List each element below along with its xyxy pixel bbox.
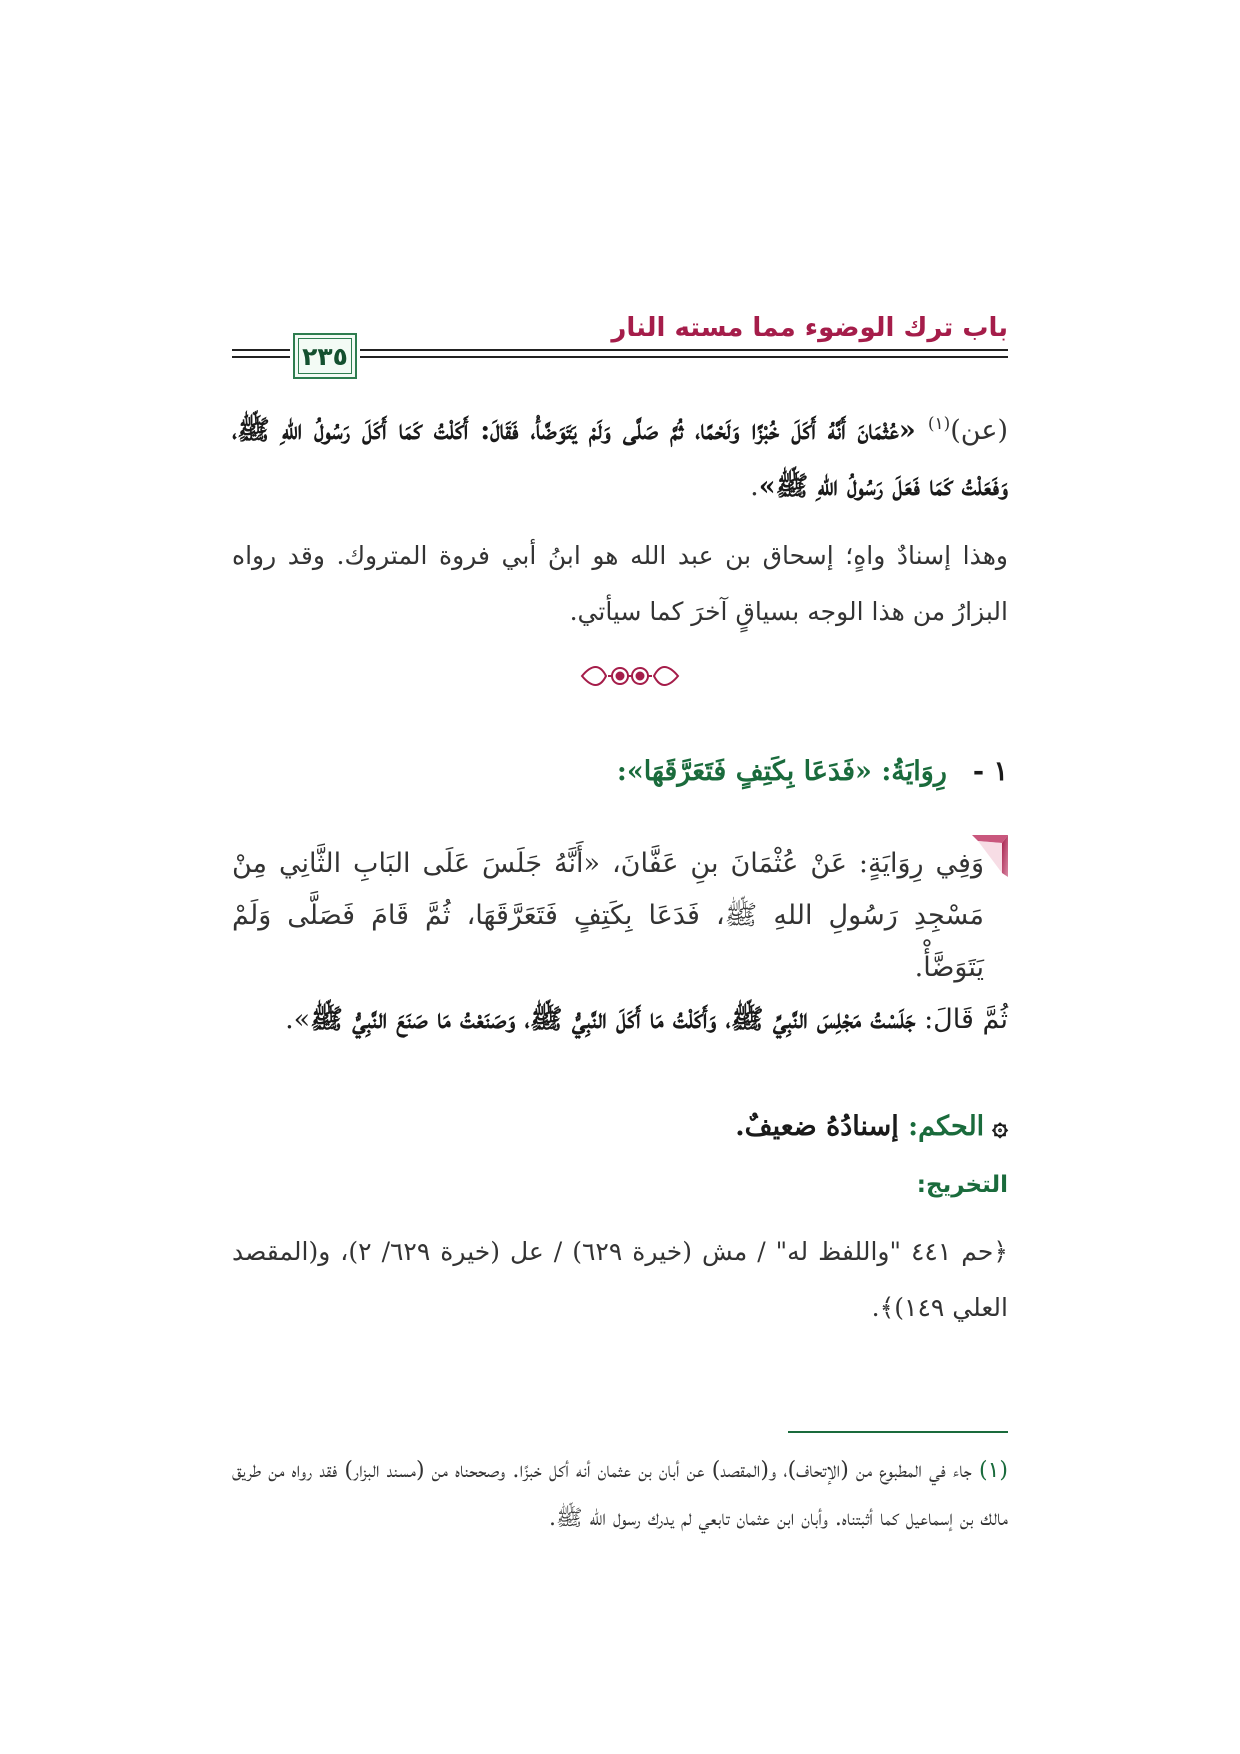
page-number-frame [293, 333, 357, 379]
hadith-paragraph [232, 396, 1008, 515]
hadith-text: «عُثْمَانَ أَنَّهُ أَكَلَ خُبْزًا وَلَحْمًا، ثُمَّ صَلَّى وَلَمْ يَتَوَضَّأْ، فَقَالَ: أَكَلْتُ كَمَا أَكَلَ رَسُولُ اللهِ ﷺ، وَفَعَلْتُ كَمَا فَعَلَ رَسُولُ اللهِ ﷺ» [232, 415, 1008, 502]
footnote-paragraph [232, 1447, 1008, 1543]
ruling-line [232, 1105, 1008, 1149]
footnote-text: جاء في المطبوع من (الإتحاف)، و(المقصد) عن أبان بن عثمان أنه أكل خبزًا. وصححناه من (مسند البزار) فقد رواه من طريق مالك بن إسماعيل كما أثبتناه. وأبان ابن عثمان تابعي لم يدرك رسول الله ﷺ. [232, 1458, 1008, 1531]
header-rule-left-top [232, 349, 290, 351]
section-heading [232, 750, 1008, 794]
ruling-verdict: إسنادُهُ ضعيفٌ. [735, 1111, 899, 1142]
running-head: باب ترك الوضوء مما مسته النار [611, 313, 1008, 343]
footnote-reference[interactable]: (١) [927, 414, 951, 434]
footnote-divider [788, 1431, 1008, 1433]
ornament-divider-icon [578, 658, 682, 694]
section-title: رِوَايَةُ: «فَدَعَا بِكَتِفٍ فَتَعَرَّقَهَا»: [616, 756, 947, 787]
hadith-end: . [750, 471, 759, 502]
takhrij-paragraph: ﴿حم ٤٤١ "واللفظ له" / مش (خيرة ٦٢٩) / عل (خيرة ٦٢٩/ ٢)، و(المقصد العلي ١٤٩)﴾. [232, 1237, 1009, 1322]
footnote-number: (١) [978, 1458, 1008, 1483]
narration-continuation [232, 992, 1008, 1048]
narration-paragraph: وَفِي رِوَايَةٍ: عَنْ عُثْمَانَ بنِ عَفَّانَ، «أَنَّهُ جَلَسَ عَلَى البَابِ الثَّانِي مِنْ مَسْجِدِ رَسُولِ اللهِ ﷺ، فَدَعَا بِكَتِفٍ فَتَعَرَّقَهَا، ثُمَّ قَامَ فَصَلَّى وَلَمْ يَتَوَضَّأْ. [232, 848, 984, 983]
section-number: ١ - [972, 756, 1008, 787]
hadith-lead: (عن) [950, 415, 1008, 446]
header-rule-right-bottom [360, 356, 1008, 358]
header-rule-right-top [360, 349, 1008, 351]
header-rule-left-bottom [232, 356, 290, 358]
narration-part2-plain: ثُمَّ قَالَ: [915, 1004, 1008, 1035]
ruling-label: الحكم: [898, 1111, 985, 1142]
commentary-paragraph: وهذا إسنادٌ واهٍ؛ إسحاق بن عبد الله هو ابنُ أبي فروة المتروك. وقد رواه البزارُ من هذا الوجه بسياقٍ آخرَ كما سيأتي. [232, 541, 1008, 626]
takhrij-label: التخريج: [916, 1172, 1008, 1198]
page-number: ٢٣٥ [302, 341, 348, 371]
narration-part2-end: ». [285, 1004, 311, 1035]
narration-part2-bold: جَلَسْتُ مَجْلِسَ النَّبِيِّ ﷺ، وَأَكَلْتُ مَا أَكَلَ النَّبِيُّ ﷺ، وَصَنَعْتُ مَا صَنَعَ النَّبِيُّ ﷺ [310, 1004, 916, 1035]
ruling-star-icon: ۞ [992, 1111, 1008, 1142]
